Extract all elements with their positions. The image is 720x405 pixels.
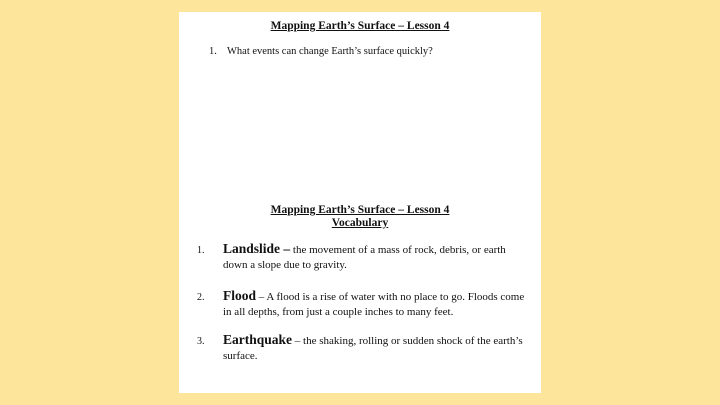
vocab-term: Flood bbox=[223, 288, 257, 303]
vocab-term: Earthquake bbox=[223, 332, 293, 347]
question-text: What events can change Earth’s surface quickly? bbox=[227, 46, 433, 57]
vocab-item-landslide bbox=[197, 241, 529, 273]
vocabulary-heading: Vocabulary bbox=[331, 217, 389, 229]
vocab-number: 3. bbox=[197, 336, 205, 347]
vocab-term: Landslide – bbox=[223, 241, 291, 256]
vocab-entry bbox=[223, 288, 529, 320]
vocab-number: 1. bbox=[197, 245, 205, 256]
vocab-item-earthquake bbox=[197, 332, 529, 364]
worksheet-title: Mapping Earth’s Surface – Lesson 4 bbox=[270, 20, 450, 32]
vocab-number: 2. bbox=[197, 292, 205, 303]
vocab-entry bbox=[223, 332, 529, 364]
question-item bbox=[209, 46, 433, 58]
vocab-entry bbox=[223, 241, 529, 273]
vocabulary-sheet-title: Mapping Earth’s Surface – Lesson 4 bbox=[270, 204, 450, 216]
vocab-definition: – A flood is a rise of water with no place to go. Floods come in all depths, from just a couple inches to many feet. bbox=[223, 291, 525, 318]
vocab-item-flood bbox=[197, 288, 529, 320]
worksheet-page bbox=[179, 12, 541, 393]
vocab-definition: the movement of a mass of rock, debris, or earth down a slope due to gravity. bbox=[223, 244, 506, 271]
question-number: 1. bbox=[209, 46, 217, 57]
vocab-definition: – the shaking, rolling or sudden shock of the earth’s surface. bbox=[223, 335, 523, 362]
